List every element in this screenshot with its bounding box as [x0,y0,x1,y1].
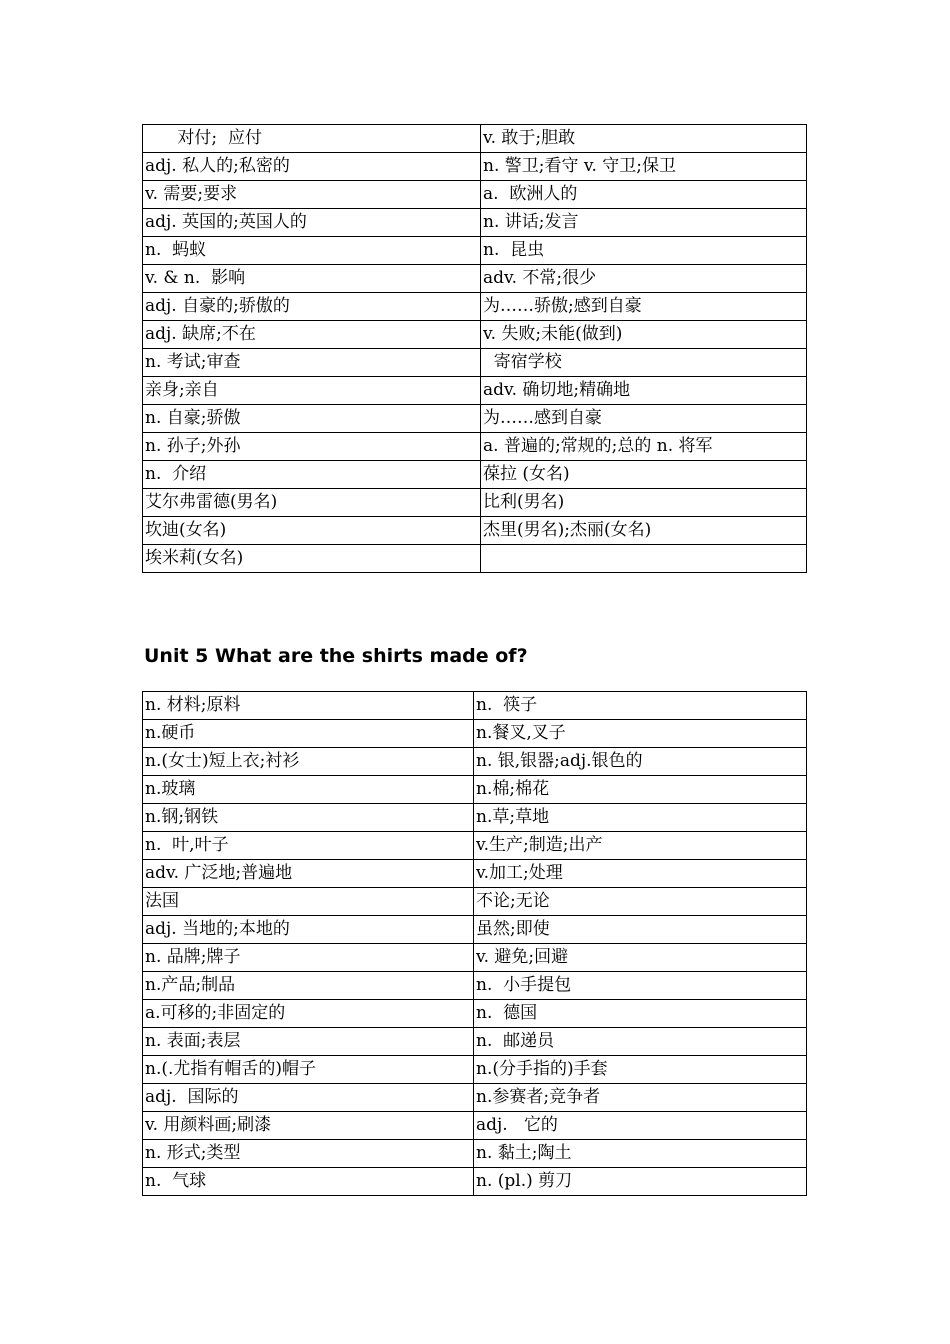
vocab-definition-right: n. 讲话;发言 [481,209,807,237]
vocab-definition-left: adj. 英国的;英国人的 [143,209,481,237]
vocab-definition-left: n. 自豪;骄傲 [143,405,481,433]
table-row [143,860,807,888]
vocab-definition-right: 不论;无论 [474,888,807,916]
vocab-definition-left: adv. 广泛地;普遍地 [143,860,474,888]
table-row [143,916,807,944]
table-row [143,209,807,237]
vocab-definition-left: n. 材料;原料 [143,692,474,720]
vocab-definition-left: 埃米莉(女名) [143,545,481,573]
vocab-definition-left: v. & n. 影响 [143,265,481,293]
table-row [143,433,807,461]
table-row [143,237,807,265]
table-row [143,776,807,804]
table-row [143,125,807,153]
table-row [143,720,807,748]
table-row [143,153,807,181]
vocab-table-1-body [143,125,807,573]
vocab-definition-right: adv. 不常;很少 [481,265,807,293]
vocab-table-1 [142,124,807,573]
vocab-definition-left: 法国 [143,888,474,916]
vocab-definition-left: a.可移的;非固定的 [143,1000,474,1028]
vocab-definition-right: n. 邮递员 [474,1028,807,1056]
table-row [143,405,807,433]
vocab-definition-right: 寄宿学校 [481,349,807,377]
vocab-definition-left: n. 考试;审查 [143,349,481,377]
vocab-definition-left: n.(.尤指有帽舌的)帽子 [143,1056,474,1084]
table-row [143,489,807,517]
vocab-definition-left: 坎迪(女名) [143,517,481,545]
vocab-definition-left: adj. 当地的;本地的 [143,916,474,944]
table-row [143,944,807,972]
vocab-definition-right: adv. 确切地;精确地 [481,377,807,405]
vocab-definition-left: n. 品牌;牌子 [143,944,474,972]
table-row [143,972,807,1000]
table-row [143,349,807,377]
vocab-definition-left: n.钢;钢铁 [143,804,474,832]
vocab-definition-right: 为……感到自豪 [481,405,807,433]
vocab-definition-right: n.参赛者;竞争者 [474,1084,807,1112]
vocab-definition-right: n. 昆虫 [481,237,807,265]
vocab-definition-right: adj. 它的 [474,1112,807,1140]
vocab-table-2 [142,691,807,1196]
table-row [143,1056,807,1084]
vocab-definition-right: 葆拉 (女名) [481,461,807,489]
vocab-definition-right: a. 欧洲人的 [481,181,807,209]
vocab-definition-right: 比利(男名) [481,489,807,517]
vocab-definition-left: n. 形式;类型 [143,1140,474,1168]
table-row [143,265,807,293]
table-row [143,181,807,209]
vocab-definition-left: adj. 私人的;私密的 [143,153,481,181]
table-row [143,1028,807,1056]
vocab-definition-right: v.生产;制造;出产 [474,832,807,860]
vocab-definition-right: n. 筷子 [474,692,807,720]
vocab-definition-left: adj. 自豪的;骄傲的 [143,293,481,321]
table-row [143,517,807,545]
vocab-definition-left: n. 蚂蚁 [143,237,481,265]
vocab-definition-left: 亲身;亲自 [143,377,481,405]
vocab-definition-right: n. 黏土;陶土 [474,1140,807,1168]
vocab-definition-right [481,545,807,573]
table-row [143,832,807,860]
vocab-definition-left: n. 孙子;外孙 [143,433,481,461]
vocab-definition-right: n.草;草地 [474,804,807,832]
vocab-definition-right: n. 银,银器;adj.银色的 [474,748,807,776]
table-row [143,1112,807,1140]
vocab-definition-left: n.(女士)短上衣;衬衫 [143,748,474,776]
vocab-definition-right: n.(分手指的)手套 [474,1056,807,1084]
vocab-definition-right: n.餐叉,叉子 [474,720,807,748]
vocab-definition-left: n. 气球 [143,1168,474,1196]
vocab-definition-right: v. 失败;未能(做到) [481,321,807,349]
vocab-definition-left: n.硬币 [143,720,474,748]
vocab-definition-right: v. 避免;回避 [474,944,807,972]
table-row [143,804,807,832]
vocab-definition-left: n.玻璃 [143,776,474,804]
vocab-definition-right: 杰里(男名);杰丽(女名) [481,517,807,545]
vocab-definition-right: v. 敢于;胆敢 [481,125,807,153]
vocab-definition-left: n. 叶,叶子 [143,832,474,860]
unit-5-heading: Unit 5 What are the shirts made of? [144,645,528,667]
table-row [143,748,807,776]
vocab-table-2-body [143,692,807,1196]
vocab-definition-right: 虽然;即使 [474,916,807,944]
vocab-definition-left: 艾尔弗雷德(男名) [143,489,481,517]
table-row [143,1000,807,1028]
vocab-definition-left: n. 介绍 [143,461,481,489]
vocab-definition-right: 为……骄傲;感到自豪 [481,293,807,321]
table-row [143,321,807,349]
table-row [143,377,807,405]
table-row [143,545,807,573]
vocab-definition-right: n. 小手提包 [474,972,807,1000]
vocab-definition-right: n. 德国 [474,1000,807,1028]
vocab-definition-right: a. 普遍的;常规的;总的 n. 将军 [481,433,807,461]
table-row [143,888,807,916]
vocab-definition-left: n.产品;制品 [143,972,474,1000]
vocab-definition-left: 对付; 应付 [143,125,481,153]
vocab-definition-left: adj. 缺席;不在 [143,321,481,349]
vocab-definition-right: n. 警卫;看守 v. 守卫;保卫 [481,153,807,181]
table-row [143,692,807,720]
table-row [143,293,807,321]
vocab-definition-left: v. 需要;要求 [143,181,481,209]
table-row [143,1140,807,1168]
vocab-definition-left: n. 表面;表层 [143,1028,474,1056]
vocab-definition-left: adj. 国际的 [143,1084,474,1112]
table-row [143,1084,807,1112]
vocab-definition-right: v.加工;处理 [474,860,807,888]
vocab-definition-right: n.棉;棉花 [474,776,807,804]
vocab-definition-right: n. (pl.) 剪刀 [474,1168,807,1196]
vocab-definition-left: v. 用颜料画;刷漆 [143,1112,474,1140]
table-row [143,1168,807,1196]
table-row [143,461,807,489]
